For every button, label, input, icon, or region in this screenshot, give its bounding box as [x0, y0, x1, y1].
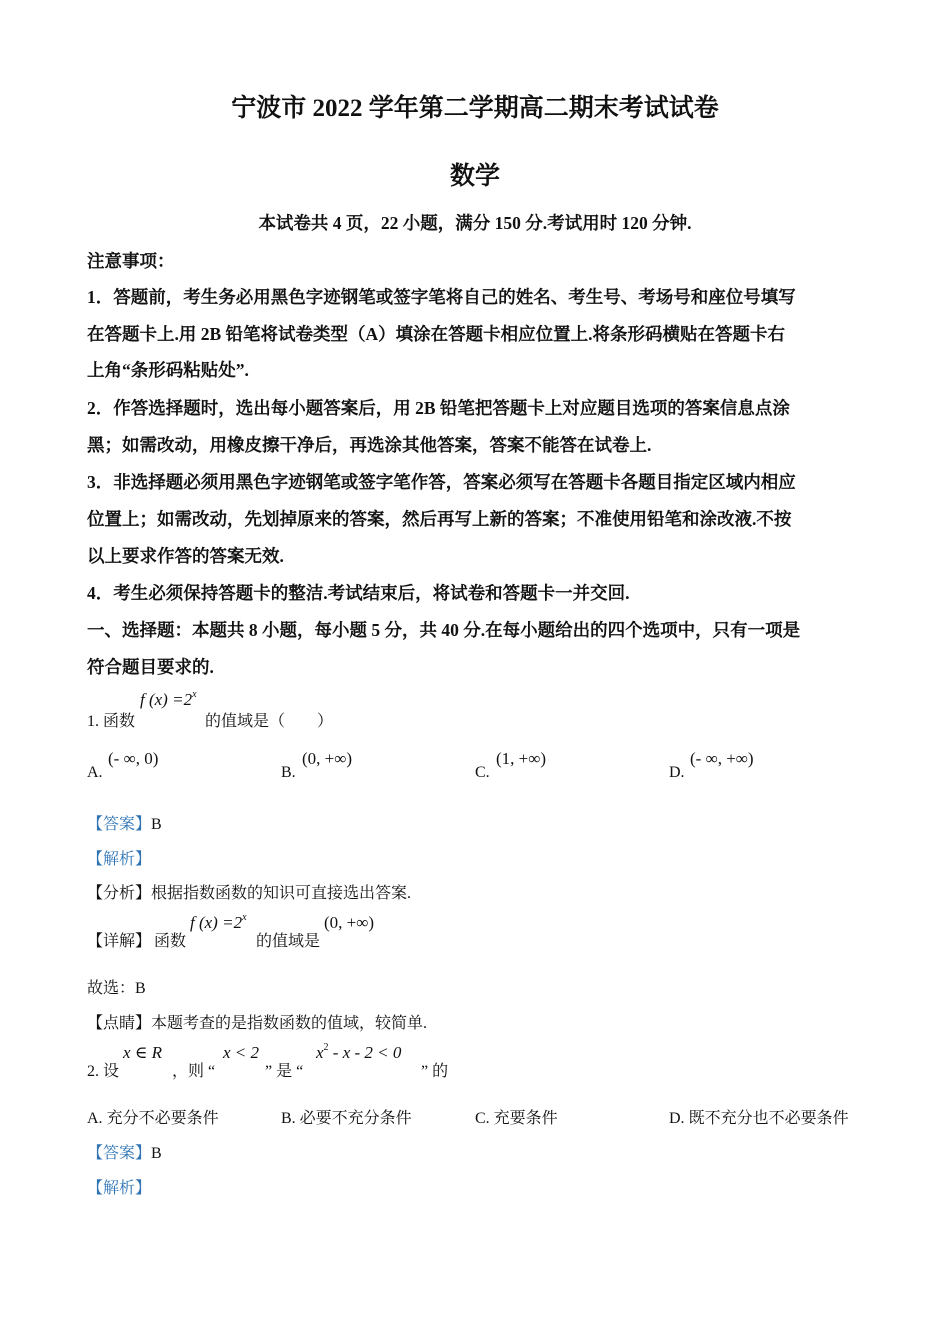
q2-condition-b-var: x: [316, 1043, 324, 1062]
q1-function-exponent: x: [192, 689, 197, 700]
notice-heading: 注意事项：: [87, 251, 175, 271]
notice-line: 4．考生必须保持答题卡的整洁.考试结束后，将试卷和答题卡一并交回.: [87, 583, 630, 603]
q2-condition-b: [316, 1043, 401, 1063]
notice-line: 在答题卡上.用 2B 铅笔将试卷类型（A）填涂在答题卡相应位置上.将条形码横贴在答题卡右: [87, 324, 786, 344]
q1-option-label: D.: [669, 764, 685, 781]
q1-detail-function-base: f (x) =2: [190, 913, 243, 932]
q1-detail-pre: 函数: [154, 933, 187, 950]
q2-condition-a: x < 2: [223, 1043, 260, 1062]
q2-shi: ” 是 “: [265, 1063, 304, 1080]
notice-line: 以上要求作答的答案无效.: [87, 546, 284, 566]
answer-tag: 【答案】: [87, 1145, 152, 1162]
q2-answer: [87, 1140, 162, 1163]
q2-condition-b-rest: - x - 2 < 0: [328, 1043, 402, 1062]
q2-de: ” 的: [421, 1063, 449, 1080]
comment-tag: 【点睛】: [87, 1015, 152, 1032]
exam-intro: 本试卷共 4 页，22 小题，满分 150 分.考试用时 120 分钟.: [258, 213, 692, 233]
q1-option-label: C.: [475, 764, 490, 781]
q1-option-math: (- ∞, +∞): [690, 749, 754, 768]
q1-detail-function-exponent: x: [242, 912, 247, 923]
q1-fenxi: [87, 880, 411, 903]
q2-option: [281, 1105, 412, 1128]
q1-option-label: A.: [87, 764, 103, 781]
q2-number: 2. 设: [87, 1063, 120, 1080]
fenxi-text: 根据指数函数的知识可直接选出答案.: [151, 885, 412, 902]
q2-then: ，则 “: [172, 1063, 216, 1080]
exam-title: 宁波市 2022 学年第二学期高二期末考试试卷: [231, 95, 719, 122]
fenxi-tag: 【分析】: [87, 885, 152, 902]
notice-line: 位置上；如需改动，先划掉原来的答案，然后再写上新的答案；不准使用铅笔和涂改液.不按: [87, 509, 792, 529]
q1-answer: [87, 811, 162, 834]
q1-option-math: (1, +∞): [496, 749, 547, 768]
section-heading-line: 一、选择题：本题共 8 小题，每小题 5 分，共 40 分.在每小题给出的四个选项中，只有一项是: [87, 620, 801, 640]
notice-line: 3．非选择题必须用黑色字迹钢笔或签字笔作答，答案必须写在答题卡各题目指定区域内相应: [87, 472, 796, 492]
q2-option: [475, 1105, 558, 1128]
q1-function-base: f (x) =2: [140, 690, 193, 709]
q2-condition-domain: x ∈ R: [123, 1043, 163, 1062]
answer-value: B: [151, 1145, 162, 1162]
q1-stem-tail: 的值域是（ ）: [205, 713, 334, 730]
q2-condition-b-exponent: 2: [323, 1042, 329, 1053]
answer-value: B: [151, 816, 162, 833]
notice-line: 上角“条形码粘贴处”.: [87, 360, 249, 380]
analysis-tag: 【解析】: [87, 851, 152, 868]
q2-option-text: 既不充分也不必要条件: [688, 1110, 849, 1127]
q2-option-label: A.: [87, 1110, 103, 1127]
q2-option: [87, 1105, 219, 1128]
answer-tag: 【答案】: [87, 816, 152, 833]
q2-option-label: D.: [669, 1110, 685, 1127]
q2-option-label: B.: [281, 1110, 296, 1127]
q1-comment: [87, 1010, 427, 1033]
q1-function: [140, 690, 197, 710]
analysis-tag: 【解析】: [87, 1180, 152, 1197]
q1-number: 1. 函数: [87, 713, 136, 730]
q2-option-label: C.: [475, 1110, 490, 1127]
q1-option-math: (- ∞, 0): [108, 749, 159, 768]
q1-detail-mid: 的值域是: [256, 933, 321, 950]
q1-choose: 故选：B: [87, 980, 146, 997]
q1-detail-range: (0, +∞): [324, 913, 375, 932]
notice-line: 黑；如需改动，用橡皮擦干净后，再选涂其他答案，答案不能答在试卷上.: [87, 435, 652, 455]
q2-option-text: 必要不充分条件: [299, 1110, 412, 1127]
comment-text: 本题考查的是指数函数的值域，较简单.: [151, 1015, 428, 1032]
subject-title: 数学: [449, 163, 500, 190]
q2-option-text: 充分不必要条件: [106, 1110, 219, 1127]
q1-detail-tag: 【详解】: [87, 933, 152, 950]
notice-line: 1．答题前，考生务必用黑色字迹钢笔或签字笔将自己的姓名、考生号、考场号和座位号填写: [87, 287, 796, 307]
section-heading-line: 符合题目要求的.: [87, 657, 214, 677]
notice-line: 2．作答选择题时，选出每小题答案后，用 2B 铅笔把答题卡上对应题目选项的答案信息点涂: [87, 398, 790, 418]
q2-option-text: 充要条件: [493, 1110, 558, 1127]
q1-detail-function: [190, 913, 247, 933]
q1-option-label: B.: [281, 764, 296, 781]
q2-option: [669, 1105, 849, 1128]
q1-option-math: (0, +∞): [302, 749, 353, 768]
